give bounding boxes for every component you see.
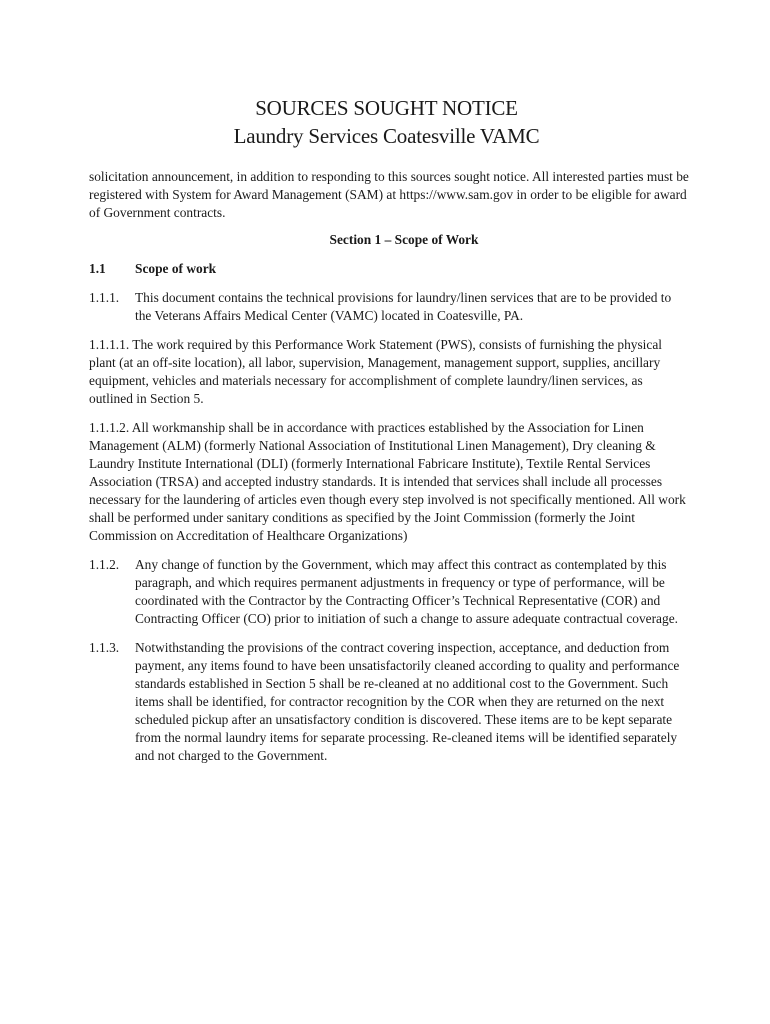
clause-1-1-2 <box>89 556 689 628</box>
page-subtitle: Laundry Services Coatesville VAMC <box>233 124 540 148</box>
subsection-heading <box>89 260 689 278</box>
clause-number: 1.1.3. <box>89 640 120 655</box>
clause-number: 1.1.2. <box>89 557 120 572</box>
title-block <box>84 94 689 150</box>
intro-paragraph: solicitation announcement, in addition to responding to this sources sought notice. All interested parties must be registered with System for Award Management (SAM) at https://www.sam.gov in order to be eligible for award of Government contracts. <box>89 169 689 220</box>
clause-1-1-1-1: 1.1.1.1. The work required by this Performance Work Statement (PWS), consists of furnishing the physical plant (at an off-site location), all labor, supervision, Management, management support, supplies, ancillary equipment, vehicles and materials necessary for accomplishment of complete laundry/linen services, as outlined in Section 5. <box>89 337 663 406</box>
clause-text: Any change of function by the Government, which may affect this contract as contemplated by this paragraph, and which requires permanent adjustments in frequency or type of performance, will be coordinated with the Contractor by the Contracting Officer’s Technical Representative (COR) and Contracting Officer (CO) prior to initiation of such a change to assure adequate contractual coverage. <box>135 557 678 626</box>
clause-text: This document contains the technical provisions for laundry/linen services that are to be provided to the Veterans Affairs Medical Center (VAMC) located in Coatesville, PA. <box>135 290 672 323</box>
clause-1-1-3 <box>89 639 689 765</box>
section-heading: Section 1 – Scope of Work <box>329 232 479 247</box>
clause-text: Notwithstanding the provisions of the contract covering inspection, acceptance, and deduction from payment, any items found to have been unsatisfactorily cleaned according to quality and performance standards established in Section 5 shall be re-cleaned at no additional cost to the Government. Such items shall be identified, for contractor recognition by the COR when they are returned on the next scheduled pickup after an unsatisfactory condition is discovered. These items are to be kept separate from the normal laundry items for separate processing. Re-cleaned items will be identified separately and not charged to the Government. <box>135 640 680 763</box>
clause-number: 1.1.1. <box>89 290 120 305</box>
subsection-label: Scope of work <box>135 261 217 276</box>
page-title: SOURCES SOUGHT NOTICE <box>255 96 518 120</box>
document-page <box>89 94 689 776</box>
clause-1-1-1-2: 1.1.1.2. All workmanship shall be in accordance with practices established by the Association for Linen Management (ALM) (formerly National Association of Institutional Linen Management), Dry cleaning & Laundry Institute International (DLI) (formerly International Fabricare Institute), Textile Rental Services Association (TRSA) and accepted industry standards. It is intended that services shall include all processes necessary for the laundering of articles even though every step involved is not specifically mentioned. All work shall be performed under sanitary conditions as specified by the Joint Commission (formerly the Joint Commission on Accreditation of Healthcare Organizations) <box>89 420 686 543</box>
clause-1-1-1 <box>89 289 689 325</box>
subsection-number: 1.1 <box>89 261 106 276</box>
